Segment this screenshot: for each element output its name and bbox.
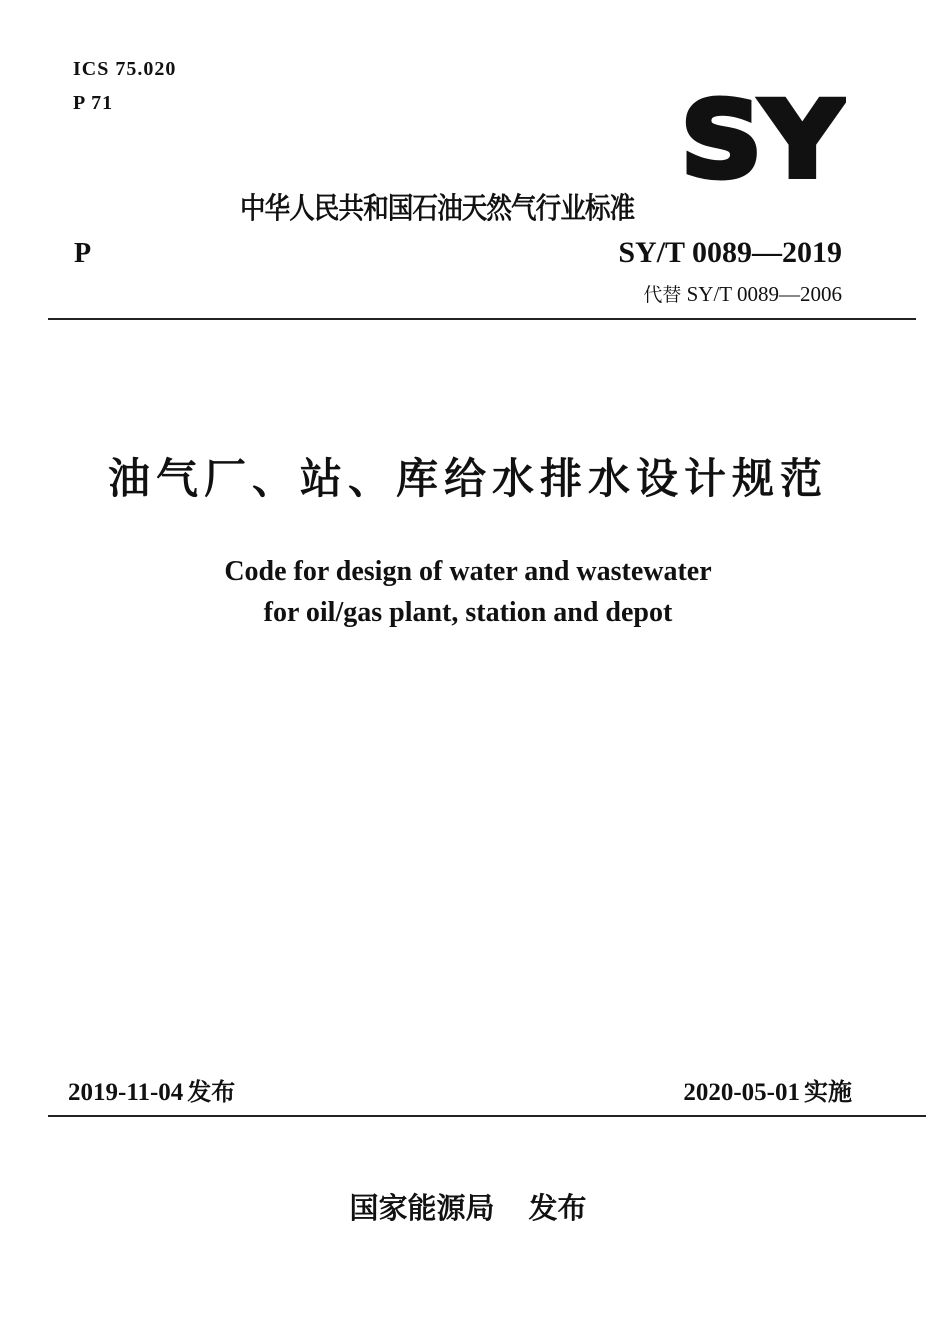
svg-text:SY: SY	[681, 92, 845, 184]
replaces-number: SY/T 0089—2006	[686, 282, 842, 306]
issue-date	[68, 1072, 235, 1107]
standard-category: 中华人民共和国石油天然气行业标准	[240, 191, 635, 225]
classification-letter: P	[74, 238, 92, 269]
issue-date-label: 发布	[187, 1078, 236, 1106]
implementation-date	[683, 1072, 852, 1107]
sy-logo	[678, 92, 846, 184]
title-english-line2: for oil/gas plant, station and depot	[263, 597, 673, 628]
replaces-standard	[643, 280, 842, 307]
title-chinese: 油气厂、站、库给水排水设计规范	[107, 454, 828, 503]
title-english-line1: Code for design of water and wastewater	[224, 556, 712, 587]
implementation-date-label: 实施	[804, 1078, 852, 1106]
publisher-name: 国家能源局	[349, 1191, 495, 1225]
classification-code: P 71	[73, 92, 114, 114]
bottom-divider	[48, 1115, 926, 1117]
publisher	[0, 1186, 936, 1227]
standard-number: SY/T 0089—2019	[618, 236, 842, 269]
publisher-action: 发布	[528, 1191, 587, 1225]
implementation-date-value: 2020-05-01	[683, 1079, 800, 1106]
top-divider	[48, 318, 916, 320]
issue-date-value: 2019-11-04	[68, 1079, 184, 1106]
replaces-label: 代替	[643, 284, 682, 306]
ics-code: ICS 75.020	[73, 58, 177, 80]
